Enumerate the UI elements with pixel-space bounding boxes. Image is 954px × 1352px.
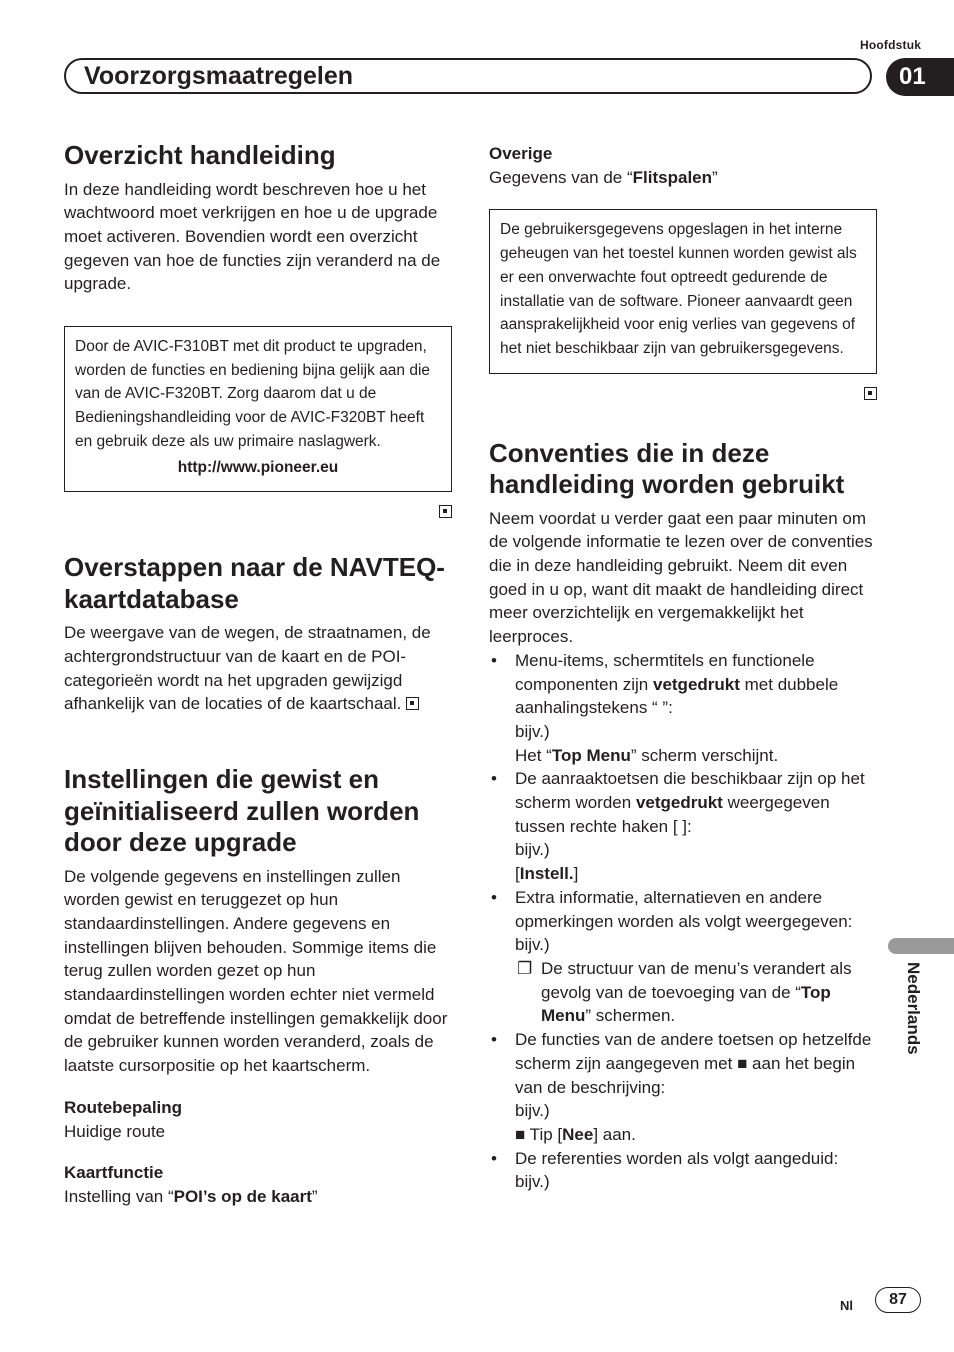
list-item: • De referenties worden als volgt aangeduid: bijv.): [489, 1147, 877, 1194]
right-column: [489, 140, 877, 1194]
pioneer-url-link[interactable]: http://www.pioneer.eu: [177, 458, 339, 476]
heading-overzicht: Overzicht handleiding: [64, 140, 336, 170]
heading-navteq: Overstappen naar de NAVTEQ-kaartdatabase: [64, 552, 445, 614]
language-label: Nederlands: [904, 962, 923, 1055]
text-kaartfunctie: Instelling van “POI’s op de kaart”: [64, 1186, 318, 1206]
heading-instellingen: Instellingen die gewist en geïnitialiseerd zullen worden door deze upgrade: [64, 764, 420, 858]
paragraph-navteq: De weergave van de wegen, de straatnamen, de achtergrondstructuur van de kaart en de POI-categorieën wordt na het upgraden gewijzigd afhankelijk van de locaties of de kaartschaal.: [64, 623, 431, 714]
footer-language-code: Nl: [840, 1298, 853, 1313]
end-square-icon: [406, 697, 419, 710]
text-routebepaling: Huidige route: [64, 1121, 166, 1141]
end-square-icon: [439, 505, 452, 518]
end-square-icon: [864, 387, 877, 400]
chapter-number-badge: 01: [886, 58, 954, 96]
paragraph-instellingen: De volgende gegevens en instellingen zullen worden gewist en teruggezet op hun standaardinstellingen. Andere gegevens en instellingen blijven behouden. Sommige items die terug zullen worden gezet op hun standaardinstellingen worden echter niet vermeld omdat de betreffende instellingen gemakkelijk door de gebruiker kunnen worden veranderd, zoals de laatste cursorpositie op het kaartscherm.: [64, 866, 448, 1076]
conventions-list: [489, 649, 877, 1194]
note-box-upgrade: [64, 326, 452, 492]
chapter-label: Hoofdstuk: [860, 38, 922, 52]
heading-conventies: Conventies die in deze handleiding worden gebruikt: [489, 437, 845, 500]
section-title: Voorzorgsmaatregelen: [84, 62, 354, 90]
section-end-mark: [489, 382, 877, 404]
page-number: 87: [875, 1287, 921, 1313]
paragraph-conventies: Neem voordat u verder gaat een paar minuten om de volgende informatie te lezen over de conventies die in deze handleiding gebruikt. Neem dit even goed in u op, want dit maakt de handleiding direct meer overzichtelijk en vergemakkelijkt het leerproces.: [489, 508, 873, 647]
nested-note: ❐ De structuur van de menu’s verandert als gevolg van de toevoeging van de “Top Menu” schermen.: [517, 958, 852, 1026]
paragraph-overzicht: In deze handleiding wordt beschreven hoe u het wachtwoord moet verkrijgen en hoe u de upgrade moet activeren. Bovendien wordt een overzicht gegeven van hoe de functies zijn veranderd na de upgrade.: [64, 179, 441, 294]
list-item: • Extra informatie, alternatieven en andere opmerkingen worden als volgt weergegeven: bijv.) ❐ De structuur van de menu’s verandert als gevolg van de toevoeging van de “Top Menu” schermen.: [489, 886, 877, 1028]
left-column: [64, 140, 452, 1209]
subheading-overige: Overige: [489, 144, 553, 163]
language-tab: [888, 938, 954, 954]
list-item: • De aanraaktoetsen die beschikbaar zijn op het scherm worden vetgedrukt weergegeven tussen rechte haken [ ]: bijv.) [Instell.]: [489, 767, 877, 886]
section-end-mark: [64, 500, 452, 522]
note-text-upgrade: Door de AVIC-F310BT met dit product te upgraden, worden de functies en bediening bijna gelijk aan die van de AVIC-F320BT. Zorg daarom dat u de Bedieningshandleiding voor de AVIC-F320BT heeft en gebruik deze als uw primaire naslagwerk.: [75, 338, 431, 450]
subheading-routebepaling: Routebepaling: [64, 1097, 183, 1117]
note-text-data-loss: De gebruikersgegevens opgeslagen in het interne geheugen van het toestel kunnen worden gewist als er een onverwachte fout optreedt gedurende de installatie van de software. Pioneer aanvaardt geen aansprakelijkheid voor enig verlies van gegevens of het niet beschikbaar zijn van gebruikersgegevens.: [500, 221, 857, 357]
subheading-kaartfunctie: Kaartfunctie: [64, 1163, 164, 1183]
list-item: • De functies van de andere toetsen op hetzelfde scherm zijn aangegeven met ■ aan het begin van de beschrijving: bijv.) ■ Tip [Nee] aan.: [489, 1028, 877, 1147]
checkbox-square-icon: ❐: [517, 958, 533, 978]
list-item: • Menu-items, schermtitels en functionele componenten zijn vetgedrukt met dubbele aanhalingstekens “ ”: bijv.) Het “Top Menu” scherm verschijnt.: [489, 649, 877, 768]
note-box-data-loss: [489, 209, 877, 373]
text-overige: Gegevens van de “Flitspalen”: [489, 167, 718, 187]
